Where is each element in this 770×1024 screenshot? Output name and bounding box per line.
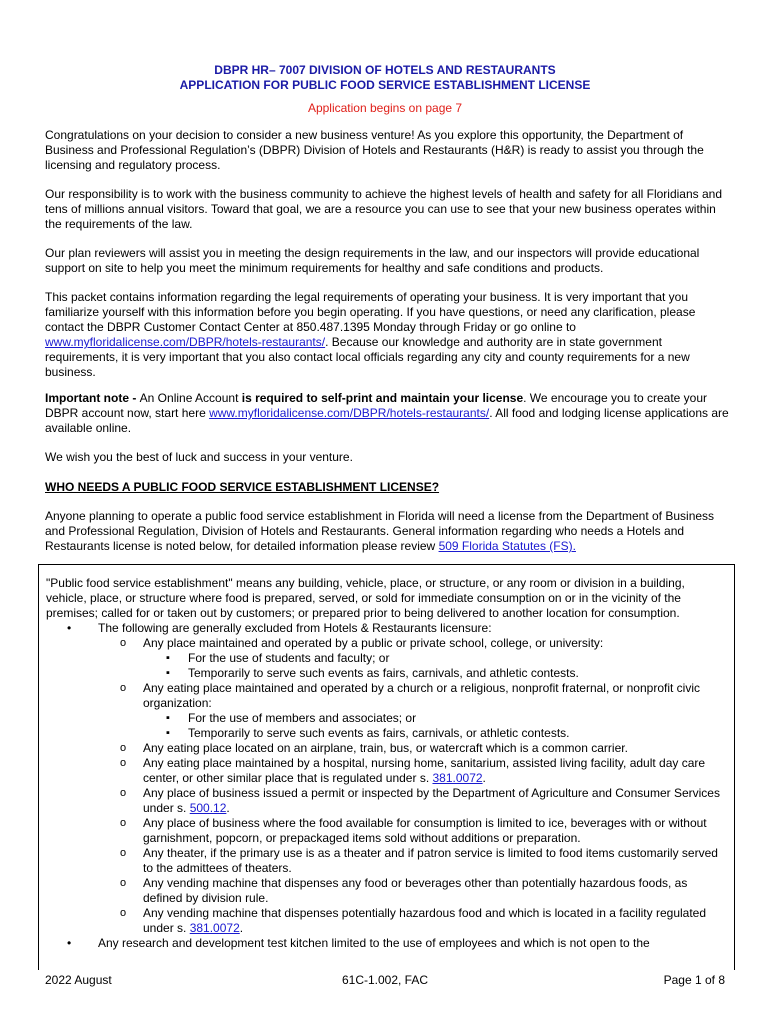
- exclusion-list: [46, 621, 726, 951]
- list-item: ▪ For the use of students and faculty; or: [143, 651, 726, 666]
- list-item: o Any theater, if the primary use is as a theater and if patron service is limited to food items customarily served to the admittees of theaters.: [98, 846, 726, 876]
- exclusion-sublist: [98, 636, 726, 936]
- important-note-label: Important note -: [45, 391, 140, 405]
- contact-text: This packet contains information regarding the legal requirements of operating your business. It is very important that you familiarize yourself with this information before you begin operating. If you have questions, or need any clarification, please contact the DBPR Customer Contact Center at 850.487.1395 Monday through Friday or go online to: [45, 290, 696, 334]
- footer-date: 2022 August: [45, 973, 112, 987]
- intro-paragraph-1: Congratulations on your decision to consider a new business venture! As you explore this opportunity, the Department of Business and Professional Regulation’s (DBPR) Division of Hotels and Restaurants (H&R) is ready to assist you through the licensing and regulatory process.: [45, 128, 704, 172]
- exclusion-vending: Any vending machine that dispenses potentially hazardous food and which is located in a facility regulated under s.: [143, 906, 707, 935]
- section-paragraph: [45, 509, 733, 554]
- list-item: ▪ For the use of members and associates; or: [143, 711, 726, 726]
- list-item: ▪ Temporarily to serve such events as fairs, carnivals, or athletic contests.: [143, 726, 726, 741]
- important-note-paragraph: [45, 391, 733, 436]
- form-title-line2: APPLICATION FOR PUBLIC FOOD SERVICE ESTABLISHMENT LICENSE: [179, 78, 591, 92]
- florida-statutes-link[interactable]: 509 Florida Statutes (FS).: [438, 539, 576, 553]
- section-heading: WHO NEEDS A PUBLIC FOOD SERVICE ESTABLISHMENT LICENSE?: [45, 480, 440, 494]
- period: .: [239, 921, 244, 935]
- account-link[interactable]: www.myfloridalicense.com/DBPR/hotels-restaurants/: [209, 406, 490, 420]
- statute-link-381-vending[interactable]: 381.0072: [189, 921, 240, 935]
- intro-paragraph-3: Our plan reviewers will assist you in meeting the design requirements in the law, and our inspectors will provide educational support on site to help you meet the minimum requirements for healthy and safe conditions and products.: [45, 246, 700, 275]
- exclusion-hospital: Any eating place maintained by a hospital, nursing home, sanitarium, assisted living facility, adult day care center, or other similar place that is regulated under s.: [143, 756, 706, 785]
- list-item: ▪ Temporarily to serve such events as fairs, carnivals, and athletic contests.: [143, 666, 726, 681]
- online-account-text: An Online Account: [139, 391, 242, 405]
- required-text: is required to self-print and maintain your license: [241, 391, 524, 405]
- school-sublist: [143, 651, 726, 681]
- encourage-text: . We encourage you to create your DBPR account now, start here: [45, 391, 708, 420]
- list-item: [98, 906, 726, 936]
- list-item: o Any place of business where the food available for consumption is limited to ice, beverages with or without garnishment, popcorn, or prepackaged items sold without additions or preparation.: [98, 816, 726, 846]
- form-title-line1: DBPR HR– 7007 DIVISION OF HOTELS AND RESTAURANTS: [214, 63, 556, 77]
- list-item: [98, 681, 726, 741]
- list-item: • Any research and development test kitchen limited to the use of employees and which is not open to the: [46, 936, 726, 951]
- footer-page-number: Page 1 of 8: [663, 973, 725, 987]
- section-paragraph-text: Anyone planning to operate a public food service establishment in Florida will need a license from the Department of Business and Professional Regulation, Division of Hotels and Restaurants. General information regarding who needs a Hotels and Restaurants license is noted below, for detailed information please review: [45, 509, 715, 553]
- hotels-restaurants-link[interactable]: www.myfloridalicense.com/DBPR/hotels-restaurants/: [45, 335, 326, 349]
- statute-link-500[interactable]: 500.12: [189, 801, 227, 815]
- exclusion-agriculture: Any place of business issued a permit or inspected by the Department of Agriculture and Consumer Services under s.: [143, 786, 720, 815]
- list-item: o Any vending machine that dispenses any food or beverages other than potentially hazardous foods, as defined by division rule.: [98, 876, 726, 906]
- intro-paragraph-6: We wish you the best of luck and success in your venture.: [45, 450, 353, 464]
- list-item: [98, 786, 726, 816]
- application-begins-note: Application begins on page 7: [307, 101, 463, 115]
- definition-text: "Public food service establishment" means any building, vehicle, place, or structure, or any room or division in a building, vehicle, place, or structure where food is prepared, served, or sold for immediate consumption on or in the vicinity of the premises; called for or taken out by customers; or prepared prior to being delivered to another location for consumption.: [46, 576, 685, 620]
- definition-box: [38, 564, 735, 970]
- period: .: [226, 801, 230, 815]
- local-officials-text: . Because our knowledge and authority are in state government requirements, it is very important that you also contact local officials regarding any city and county requirements for a new business.: [45, 335, 690, 379]
- excluded-intro: The following are generally excluded from Hotels & Restaurants licensure:: [98, 621, 492, 635]
- applications-online-text: . All food and lodging license applications are available online.: [45, 406, 729, 435]
- intro-paragraph-2: Our responsibility is to work with the business community to achieve the highest levels of health and safety for all Floridians and tens of millions annual visitors. Toward that goal, we are a resource you can use to see that your new business operates within the requirements of the law.: [45, 187, 723, 231]
- list-item: [46, 621, 726, 936]
- footer-rule-code: 61C-1.002, FAC: [341, 973, 429, 987]
- list-item: o Any eating place located on an airplane, train, bus, or watercraft which is a common carrier.: [98, 741, 726, 756]
- period: .: [482, 771, 486, 785]
- list-item: [98, 756, 726, 786]
- intro-paragraph-4: [45, 290, 733, 380]
- exclusion-school: Any place maintained and operated by a public or private school, college, or university:: [143, 636, 604, 650]
- exclusion-church: Any eating place maintained and operated by a church or a religious, nonprofit fraternal, or nonprofit civic organization:: [143, 681, 700, 710]
- church-sublist: [143, 711, 726, 741]
- statute-link-381[interactable]: 381.0072: [432, 771, 483, 785]
- list-item: [98, 636, 726, 681]
